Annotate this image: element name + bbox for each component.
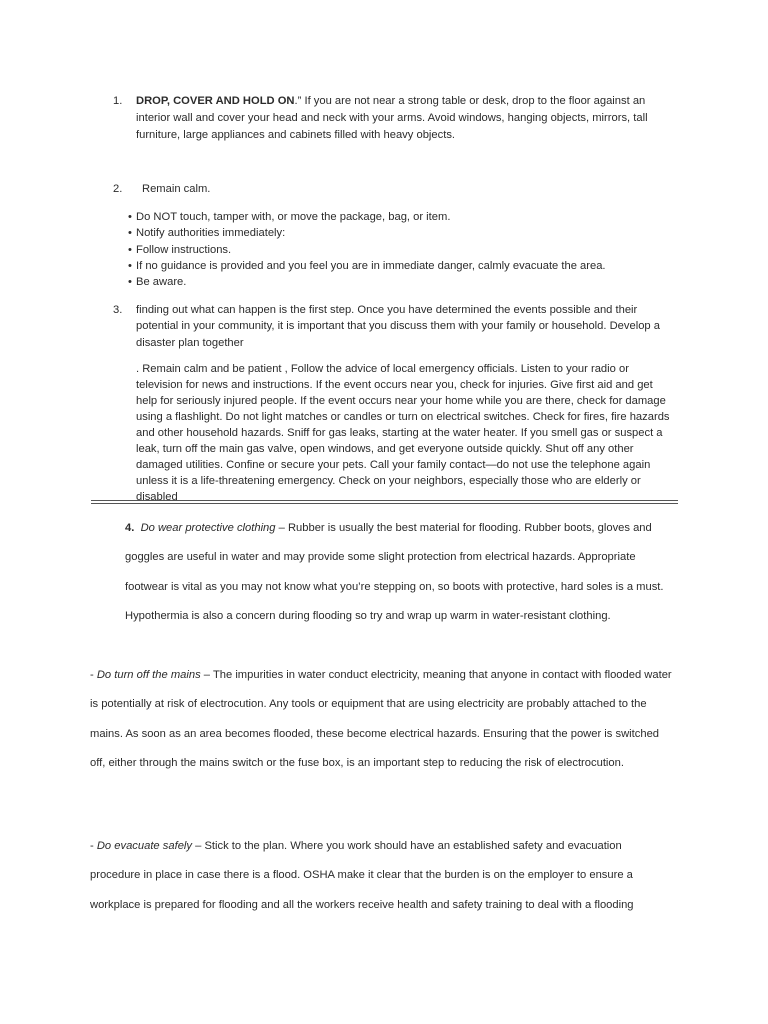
bullet-text: Follow instructions. <box>136 243 232 256</box>
item-text: Remain calm. <box>142 183 211 195</box>
item-number: 1. <box>113 95 123 107</box>
list-item <box>128 274 688 290</box>
emergency-advice-paragraph: . Remain calm and be patient , Follow the advice of local emergency officials. Listen to your radio or television for news and instructions. If the event occurs near you, check for injuries. Give first aid and get help for seriously injured people. If the event occurs near your home while you are there, check for damage using a flashlight. Do not light matches or candles or turn on electrical switches. Check for fires, fire hazards and other household hazards. Sniff for gas leaks, starting at the water heater. If you smell gas or suspect a leak, turn off the main gas valve, open windows, and get everyone outside quickly. Shut off any other damaged utilities. Confine or secure your pets. Call your family contact—do not use the telephone again unless it is a life-threatening emergency. Check on your neighbors, especially those who are elderly or disabled <box>136 363 670 503</box>
bullet-text: Be aware. <box>136 276 187 289</box>
section-heading: Do turn off the mains <box>96 669 201 681</box>
divider-line <box>91 500 678 501</box>
evacuate-safely-section <box>90 832 675 920</box>
bullet-text: Notify authorities immediately: <box>136 227 286 240</box>
list-item <box>128 242 688 258</box>
item-text: .” If you are not near a strong table or desk, drop to the floor against an interior wall and cover your head and neck with your arms. Avoid windows, hanging objects, mirrors, tall furniture, large appliances and cabinets filled with heavy objects. <box>136 95 648 141</box>
section-prefix: - <box>90 840 97 852</box>
bullet-text: Do NOT touch, tamper with, or move the package, bag, or item. <box>136 211 451 223</box>
list-item <box>128 258 688 274</box>
bullet-icon: • <box>128 243 132 256</box>
list-item-2 <box>113 181 673 198</box>
bullet-text: If no guidance is provided and you feel you are in immediate danger, calmly evacuate the area. <box>136 259 606 272</box>
protective-clothing-section <box>90 514 675 631</box>
section-body <box>90 514 675 631</box>
bullet-icon: • <box>128 211 132 223</box>
turn-off-mains-section <box>90 661 675 778</box>
section-heading: Do evacuate safely <box>96 840 192 852</box>
bullet-icon: • <box>128 259 132 272</box>
list-item <box>128 209 688 225</box>
list-item <box>128 225 688 241</box>
section-prefix: - <box>90 669 97 681</box>
bullet-list <box>128 209 688 290</box>
list-item-1 <box>113 93 673 144</box>
section-text: – Stick to the plan. Where you work should have an established safety and evacuation procedure in place in case there is a flood. OSHA make it clear that the burden is on the employer to ensure a workplace is prepared for flooding and all the workers receive health and safety training to deal with a flooding <box>90 840 634 911</box>
list-item-3 <box>113 302 673 351</box>
item-heading: DROP, COVER AND HOLD ON <box>136 95 295 107</box>
bullet-icon: • <box>128 227 132 240</box>
section-heading: Do wear protective clothing <box>140 522 276 534</box>
section-number: 4. <box>125 522 135 534</box>
item-body <box>136 93 673 144</box>
item-number: 3. <box>113 304 123 316</box>
item-text: finding out what can happen is the first step. Once you have determined the events possible and their potential in your community, it is important that you discuss them with your family or household. Develop a disaster plan together <box>136 304 660 349</box>
section-text: – The impurities in water conduct electricity, meaning that anyone in contact with flooded water is potentially at risk of electrocution. Any tools or equipment that are using electricity are probably attached to the mains. As soon as an area becomes flooded, these become electrical hazards. Ensuring that the power is switched off, either through the mains switch or the fuse box, is an important step to reducing the risk of electrocution. <box>90 669 672 769</box>
divider-line <box>91 503 678 504</box>
section-text: – Rubber is usually the best material for flooding. Rubber boots, gloves and goggles are useful in water and may provide some slight protection from electrical hazards. Appropriate footwear is vital as you may not know what you’re stepping on, so boots with protective, hard soles is a must. Hypothermia is also a concern during flooding so try and wrap up warm in water-resistant clothing. <box>125 522 664 622</box>
item-number: 2. <box>113 183 123 195</box>
bullet-icon: • <box>128 276 132 289</box>
